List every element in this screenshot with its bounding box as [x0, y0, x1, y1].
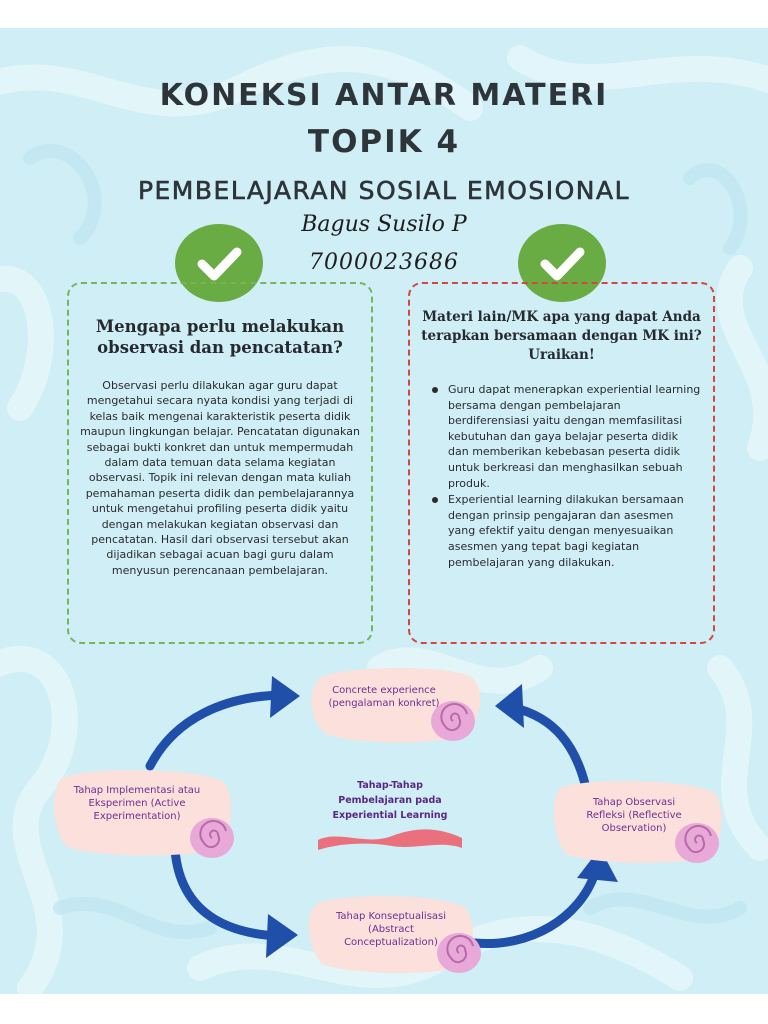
arrow-head-icon [495, 684, 524, 728]
bullet-dot-icon [432, 387, 438, 393]
observation-question-card [67, 282, 373, 644]
abstract-conceptualization-label: Tahap Konseptualisasi (Abstract Conceptualization) [335, 911, 447, 948]
curved-arrow-icon [475, 873, 595, 944]
spiral-shell-icon [190, 818, 234, 858]
page-title-line2: TOPIK 4 [307, 124, 461, 160]
list-item [424, 382, 701, 491]
bullet-dot-icon [432, 497, 438, 503]
author-name: Bagus Susilo P [301, 212, 467, 237]
list-item [424, 492, 701, 570]
page-title-line1: KONEKSI ANTAR MATERI [159, 78, 609, 113]
active-experimentation-label: Tahap Implementasi atau Eksperimen (Active Experimentation) [73, 785, 201, 822]
arrow-head-icon [270, 676, 300, 718]
curved-arrow-icon [515, 708, 585, 784]
bullet-text: Guru dapat menerapkan experiential learning bersama dengan pembelajaran berdiferensiasi yaitu dengan memfasilitasi kebutuhan dan gaya belajar peserta didik dan memberikan kebebasan peserta didik untuk berkreasi dan menghasilkan sebuah produk. [448, 383, 701, 490]
curved-arrow-icon [175, 850, 278, 936]
cycle-center-title: Tahap-Tahap Pembelajaran pada Experiential Learning [332, 780, 448, 821]
bullet-text: Experiential learning dilakukan bersamaan dengan prinsip pengajaran dan asesmen yang efektif yaitu dengan menyesuaikan asesmen yang tepat bagi kegiatan pembelajaran yang dilakukan. [448, 493, 684, 569]
right-card-bullets [424, 382, 701, 571]
concrete-experience-label: Concrete experience (pengalaman konkret) [328, 685, 440, 709]
reflective-observation-label: Tahap Observasi Refleksi (Reflective Observation) [586, 797, 682, 834]
arrow-head-icon [266, 914, 298, 958]
author-id: 7000023686 [309, 250, 459, 275]
left-card-answer: Observasi perlu dilakukan agar guru dapat mengetahui secara nyata kondisi yang terjadi di kelas baik mengenai karakteristik peserta didik maupun lingkungan belajar. Pencatatan digunakan sebagai bukti konkret dan untuk mempermudah dalam data temuan data selama kegiatan observasi. Topik ini relevan dengan mata kuliah pemahaman peserta didik dan pembelajarannya untuk mengetahui profiling peserta didik yaitu dengan melakukan kegiatan observasi dan pencatatan. Hasil dari observasi tersebut akan dijadikan sebagai acuan bagi guru dalam menyusun perencanaan pembelajaran. [80, 379, 360, 577]
right-card-question: Materi lain/MK apa yang dapat Anda terapkan bersamaan dengan MK ini? Uraikan! [421, 309, 702, 363]
related-subject-card [408, 282, 715, 644]
infographic-page [0, 28, 768, 994]
ribbon-banner-icon [318, 829, 462, 850]
left-card-question: Mengapa perlu melakukan observasi dan pencatatan? [95, 317, 345, 357]
page-subtitle: PEMBELAJARAN SOSIAL EMOSIONAL [137, 176, 631, 205]
curved-arrow-icon [150, 695, 283, 766]
